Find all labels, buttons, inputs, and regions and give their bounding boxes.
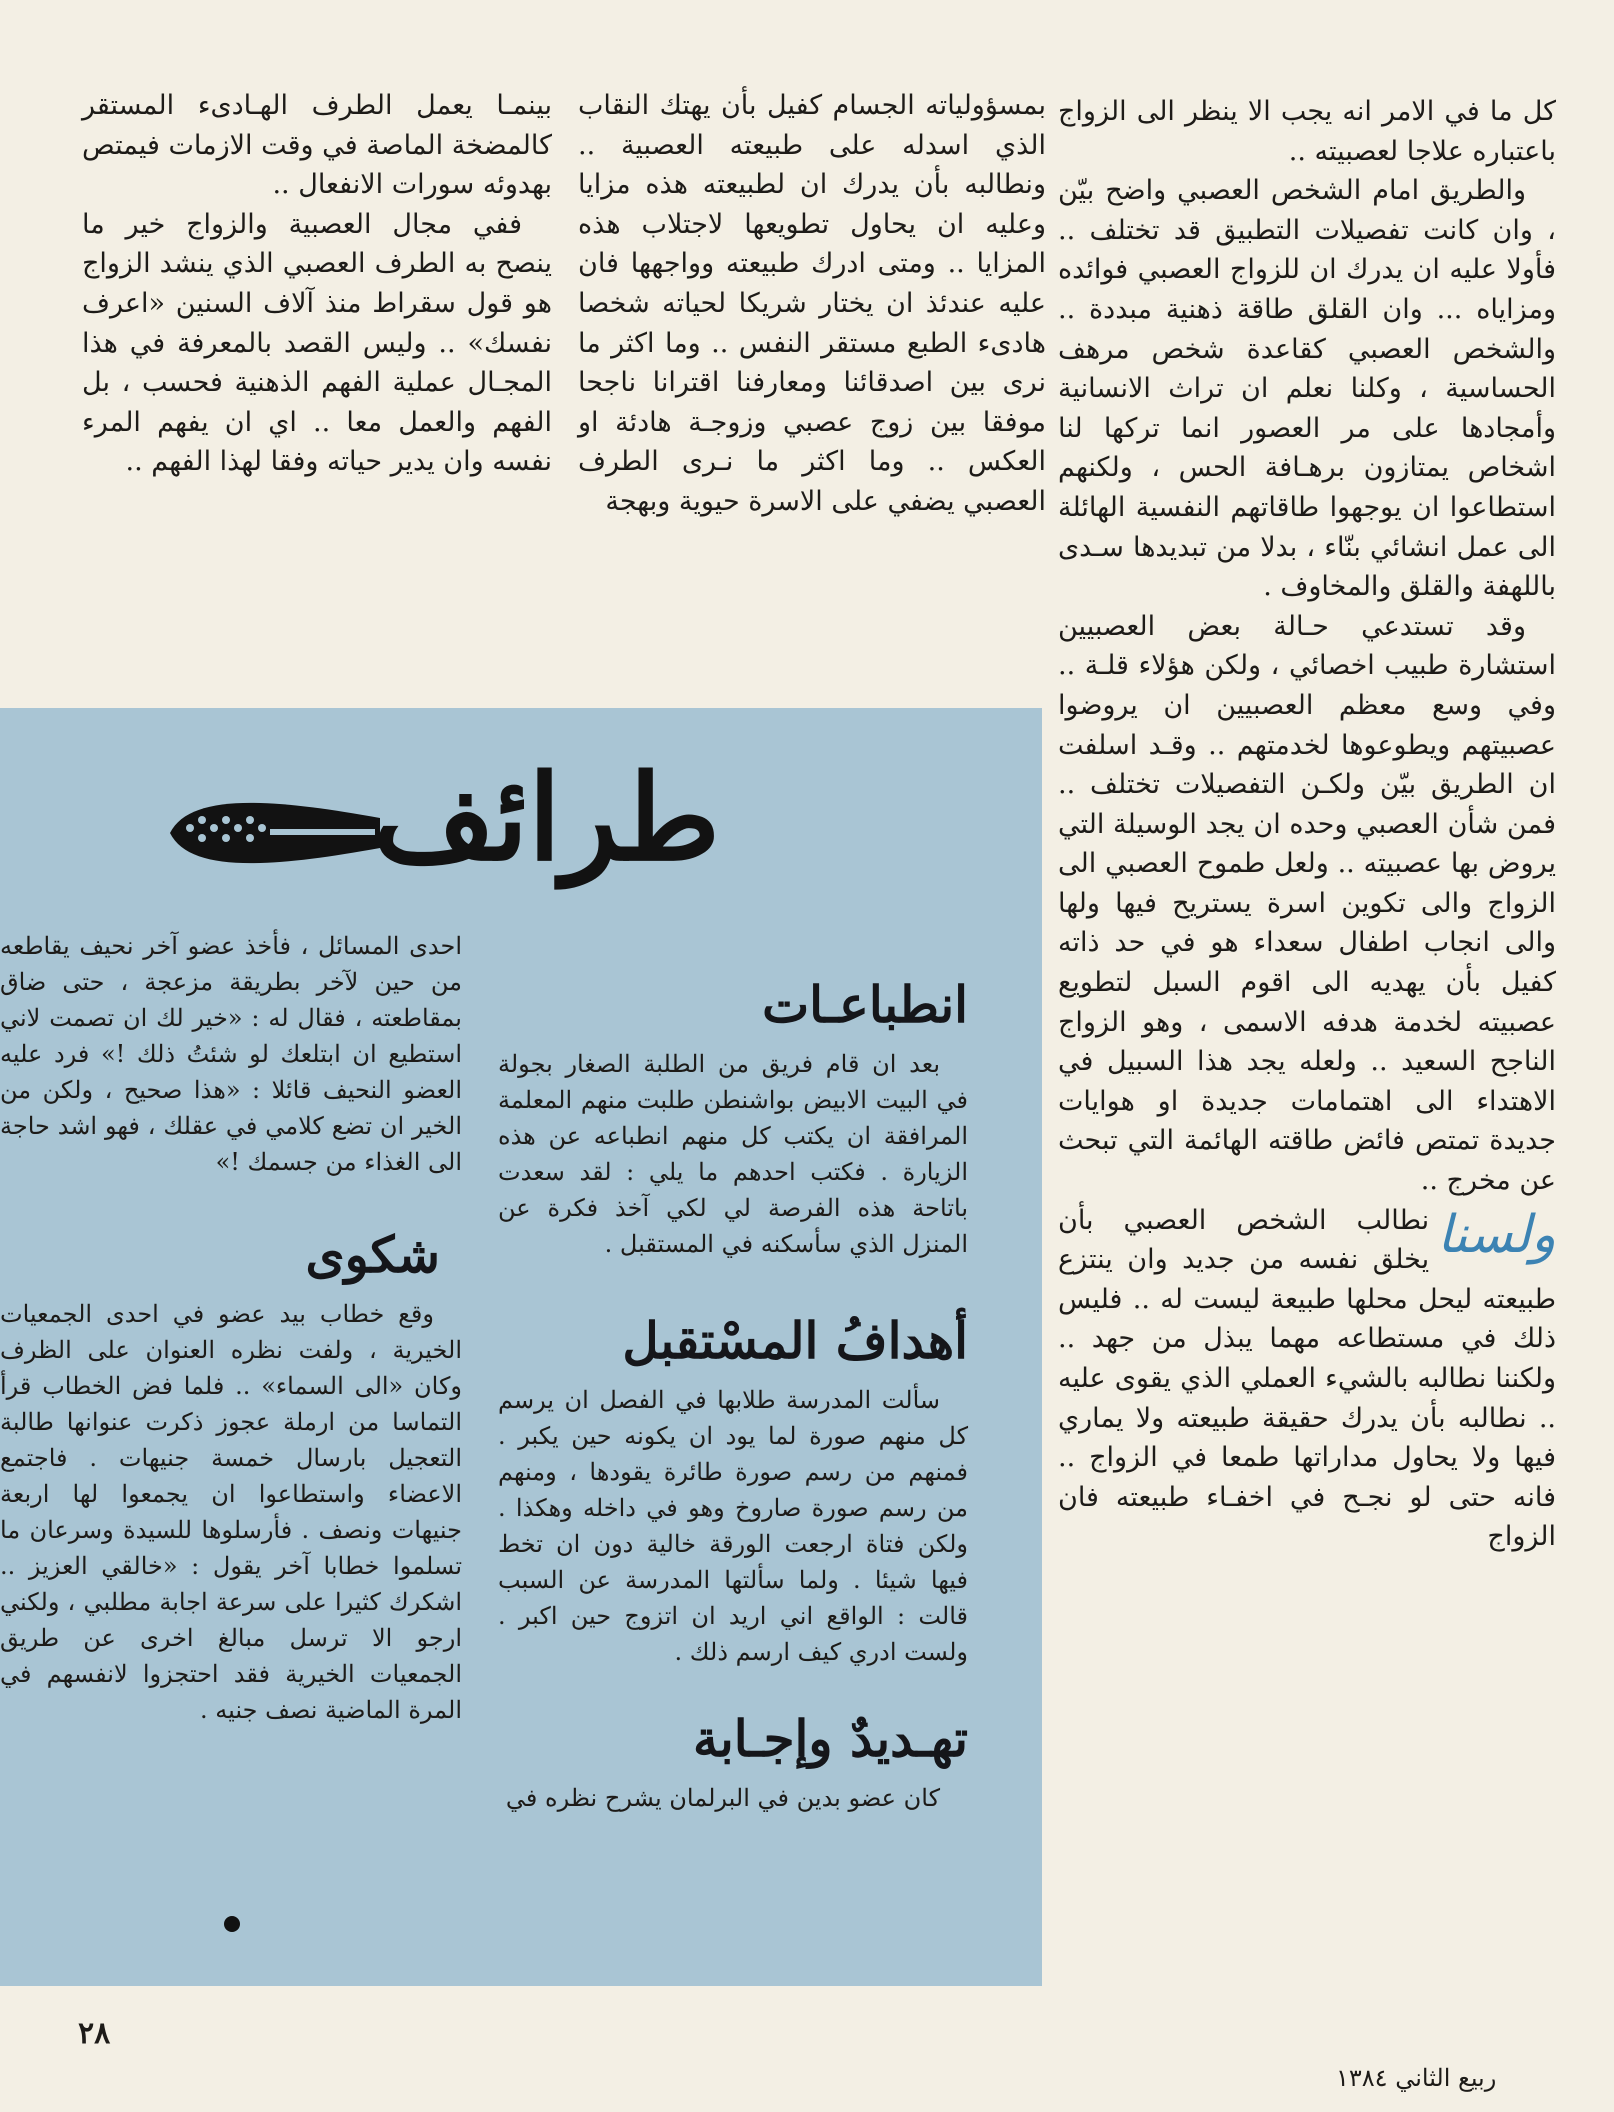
threat-reply-continued: احدى المسائل ، فأخذ عضو آخر نحيف يقاطعه من حين لآخر بطريقة مزعجة ، حتى ضاق بمقاطعته ، فقال له : «خير لك ان تصمت لاني استطيع ان ابتلعك لو شئتُ ذلك !» فرد عليه العضو النحيف قائلا : «هذا صحيح ، ولكن من الخير ان تضع كلامي في عقلك ، فهو اشد حاجة الى الغذاء من جسمك !» [0,932,462,1176]
drop-word: ولسنا [1437,1204,1556,1265]
article-paragraph-dropcap [1058,1201,1556,1557]
page-number: ٢٨ [78,2016,111,2051]
article-paragraph: والطريق امام الشخص العصبي واضح بيّن ، وان كانت تفصيلات التطبيق قد تختلف .. فأولا عليه ان يدرك ان للزواج العصبي فوائده ومزاياه ... وان القلق طاقة ذهنية مبددة .. والشخص العصبي كقاعدة شخص مرهف الحساسية ، وكلنا نعلم ان تراث الانسانية وأمجادها على مر العصور انما تركها لنا اشخاص يمتازون برهـافة الحس ، ولكنهم استطاعوا ان يوجهوا طاقاتهم النفسية الهائلة الى عمل انشائي بنّاء ، بدلا من تبديدها سـدى باللهفة والقلق والمخاوف . [1058,175,1556,603]
future-goals-body: سألت المدرسة طلابها في الفصل ان يرسم كل منهم صورة لما يود ان يكونه حين يكبر . فمنهم من رسم صورة طائرة يقودها ، ومنهم من رسم صورة صاروخ وهو في داخله وهكذا . ولكن فتاة ارجعت الورقة خالية دون ان تخط فيها شيئا . ولما سألتها المدرسة عن السبب قالت : الواقع اني اريد ان اتزوج حين اكبر . ولست ادري كيف ارسم ذلك . [498,1386,968,1666]
article-text: نطالب الشخص العصبي بأن يخلق نفسه من جديد وان ينتزع طبيعته ليحل محلها طبيعة ليست له .. فليس ذلك في مستطاعه مهما يبذل من جهد .. ولكننا نطالبه بالشيء العملي الذي يقوى عليه .. نطالبه بأن يدرك حقيقة طبيعته ولا يماري فيها ولا يحاول مداراتها طمعا في الزواج .. فانه حتى لو نجـح في اخفـاء طبيعته فان الزواج [1058,1204,1556,1553]
logo-swash-icon [150,788,390,878]
complaint-body: وقع خطاب بيد عضو في احدى الجمعيات الخيرية ، ولفت نظره العنوان على الظرف وكان «الى السماء» .. فلما فض الخطاب قرأ التماسا من ارملة عجوز ذكرت عنوانها طالبة التعجيل بارسال خمسة جنيهات . فاجتمع الاعضاء واستطاعوا ان يجمعوا لها اربعة جنيهات ونصف . فأرسلوها للسيدة وسرعان ما تسلموا خطابا آخر يقول : «خالقي العزيز .. اشكرك كثيرا على سرعة اجابة مطلبي ، ولكني ارجو الا ترسل مبالغ اخرى عن طريق الجمعيات الخيرية فقد احتجزوا لانفسهم في المرة الماضية نصف جنيه . [0,1300,462,1724]
anecdotes-heading: طرائف [373,748,720,887]
issue-date: ربيع الثاني ١٣٨٤ [1336,2064,1497,2092]
complaint-title: شكوى [305,1225,440,1284]
anecdotes-logo [150,748,830,887]
threat-reply-body: كان عضو بدين في البرلمان يشرح نظره في [505,1784,940,1812]
anecdotes-box [0,708,1042,1986]
end-bullet-icon [224,1916,240,1932]
threat-reply-title: تهـديدٌ وإجـابة [693,1709,968,1768]
anecdotes-column-left [0,928,462,1728]
anecdotes-column-right [498,970,968,1816]
article-column-right [1058,92,1556,1557]
article-column-left [82,86,552,482]
impressions-title: انطباعـات [762,975,968,1034]
article-paragraph: كل ما في الامر انه يجب الا ينظر الى الزواج باعتباره علاجا لعصبيته .. [1058,96,1556,167]
article-paragraph: بمسؤولياته الجسام كفيل بأن يهتك النقاب الذي اسدله على طبيعته العصبية .. ونطالبه بأن يدرك ان لطبيعته هذه مزايا وعليه ان يحاول تطويعها لاجتلاب هذه المزايا .. ومتى ادرك طبيعته وواجهها فان عليه عندئذ ان يختار شريكا لحياته شخصا هادىء الطبع مستقر النفس .. وما اكثر ما نرى بين اصدقائنا ومعارفنا اقترانا ناجحا موفقا بين زوج عصبي وزوجـة هادئة او العكس .. وما اكثر ما نـرى الطرف العصبي يضفي على الاسرة حيوية وبهجة [578,90,1046,517]
article-paragraph: بينمـا يعمل الطرف الهـادىء المستقر كالمضخة الماصة في وقت الازمات فيمتص بهدوئه سورات الانفعال .. [82,90,552,201]
future-goals-title: أهدافُ المسْتقبل [622,1311,968,1370]
article-paragraph: ففي مجال العصبية والزواج خير ما ينصح به الطرف العصبي الذي ينشد الزواج هو قول سقراط منذ آلاف السنين «اعرف نفسك» .. وليس القصد بالمعرفة في هذا المجـال عملية الفهم الذهنية فحسب ، بل الفهم والعمل معا .. اي ان يفهم المرء نفسه وان يدير حياته وفقا لهذا الفهم .. [82,208,552,478]
article-column-middle [578,86,1046,522]
article-paragraph: وقد تستدعي حـالة بعض العصبيين استشارة طبيب اخصائي ، ولكن هؤلاء قلـة .. وفي وسع معظم العصبيين ان يروضوا عصبيتهم ويطوعوها لخدمتهم .. وقـد اسلفت ان الطريق بيّن ولكـن التفصيلات تختلف .. فمن شأن العصبي وحده ان يجد الوسيلة التي يروض بها عصبيته .. ولعل طموح العصبي الى الزواج والى تكوين اسرة يستريح فيها ولها والى انجاب اطفال سعداء هو في حد ذاته كفيل بأن يهديه الى اقوم السبل لتطويع عصبيته لخدمة هدفه الاسمى ، وهو الزواج الناجح السعيد .. ولعله يجد هذا السبيل في الاهتداء الى اهتمامات جديدة او هوايات جديدة تمتص فائض طاقته الهائمة التي تبحث عن مخرج .. [1058,610,1556,1197]
impressions-body: بعد ان قام فريق من الطلبة الصغار بجولة في البيت الابيض بواشنطن طلبت منهم المعلمة المرافقة ان يكتب كل منهم انطباعه عن هذه الزيارة . فكتب احدهم ما يلي : لقد سعدت باتاحة هذه الفرصة لي لكي آخذ فكرة عن المنزل الذي سأسكنه في المستقبل . [498,1050,968,1258]
